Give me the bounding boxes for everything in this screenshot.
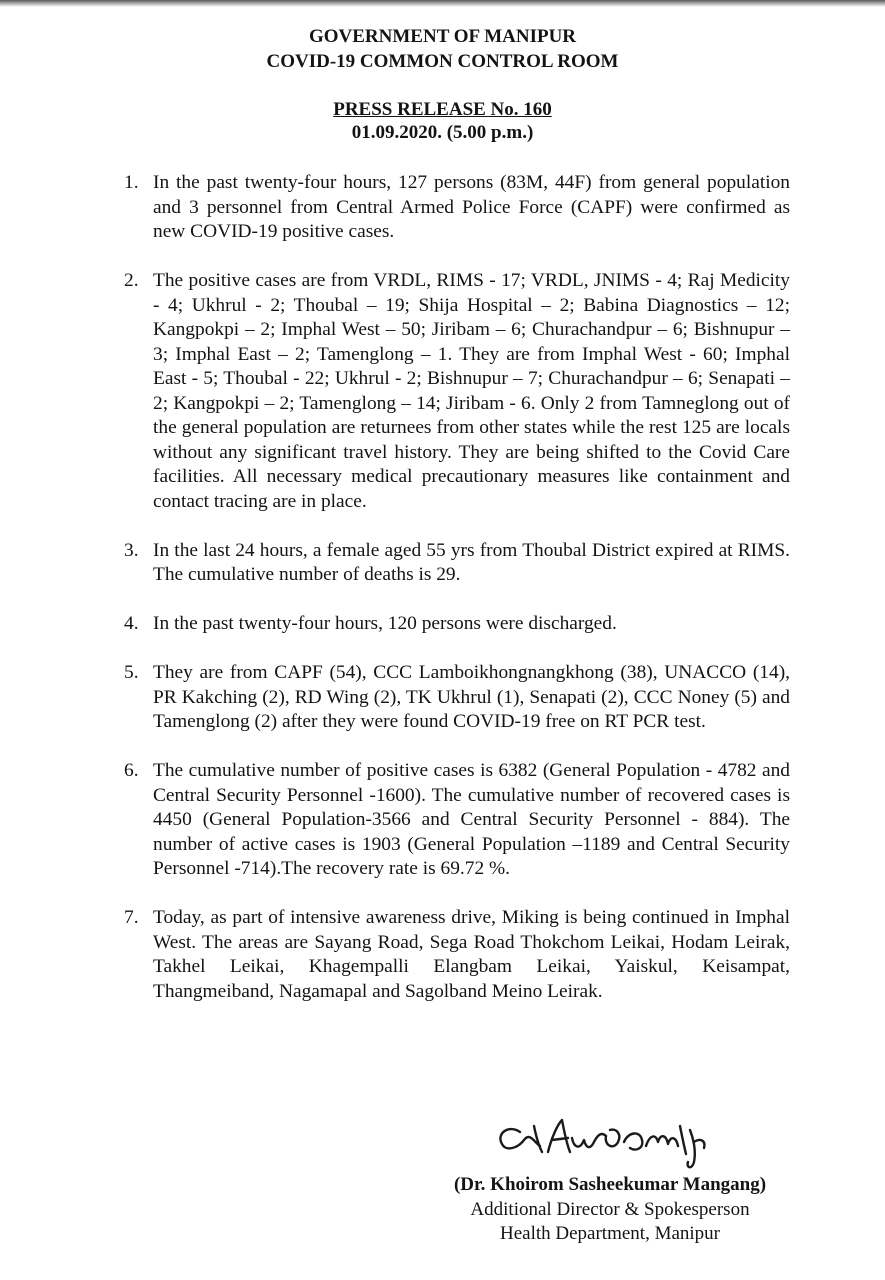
item-text: The positive cases are from VRDL, RIMS - 17; VRDL, JNIMS - 4; Raj Medicity - 4; Ukhrul - 2; Thoubal – 19; Shija Hospital – 2; Babina Diagnostics – 12; Kangpokpi – 2; Imphal West – 50; Jiribam – 6; Churachandpur – 6; Bishnupur – 3; Imphal East – 2; Tamenglong – 1. They are from Imphal West - 60; Imphal East - 5; Thoubal - 22; Ukhrul - 2; Bishnupur – 7; Churachandpur – 6; Senapati – 2; Kangpokpi – 2; Tamenglong – 14; Jiribam - 6. Only 2 from Tamneglong out of the general population are returnees from other states while the rest 125 are locals without any significant travel history. They are being shifted to the Covid Care facilities. All necessary medical precautionary measures like containment and contact tracing are in place. xyxy=(153,270,790,512)
release-item-6 xyxy=(124,759,790,882)
release-datetime: 01.09.2020. (5.00 p.m.) xyxy=(351,122,534,143)
control-room-title: COVID-19 COMMON CONTROL ROOM xyxy=(266,51,619,72)
release-items-list xyxy=(124,171,790,1029)
item-number: 4. xyxy=(124,613,139,634)
signatory-block xyxy=(400,1173,820,1247)
handwritten-signature xyxy=(490,1112,730,1174)
release-item-2 xyxy=(124,269,790,514)
item-text: They are from CAPF (54), CCC Lamboikhongnangkhong (38), UNACCO (14), PR Kakching (2), RD Wing (2), TK Ukhrul (1), Senapati (2), CCC Noney (5) and Tamenglong (2) after they were found COVID-19 free on RT PCR test. xyxy=(153,662,790,732)
item-number: 2. xyxy=(124,270,139,291)
release-item-7 xyxy=(124,906,790,1004)
signatory-designation: Additional Director & Spokesperson xyxy=(470,1198,750,1220)
signatory-name: (Dr. Khoirom Sasheekumar Mangang) xyxy=(453,1174,767,1195)
item-text: In the last 24 hours, a female aged 55 yrs from Thoubal District expired at RIMS. The cumulative number of deaths is 29. xyxy=(153,539,790,585)
item-number: 6. xyxy=(124,760,139,781)
government-title: GOVERNMENT OF MANIPUR xyxy=(308,26,577,47)
press-release-number: PRESS RELEASE No. 160 xyxy=(333,99,552,120)
item-text: In the past twenty-four hours, 127 persons (83M, 44F) from general population and 3 personnel from Central Armed Police Force (CAPF) were confirmed as new COVID-19 positive cases. xyxy=(153,172,790,242)
release-item-3 xyxy=(124,539,790,588)
item-number: 7. xyxy=(124,907,139,928)
item-number: 3. xyxy=(124,539,139,561)
signatory-department: Health Department, Manipur xyxy=(499,1223,720,1244)
item-number: 1. xyxy=(124,172,139,193)
release-item-4 xyxy=(124,612,790,637)
item-number: 5. xyxy=(124,662,139,683)
item-text: In the past twenty-four hours, 120 persons were discharged. xyxy=(153,613,617,634)
release-item-1 xyxy=(124,171,790,245)
item-text: Today, as part of intensive awareness drive, Miking is being continued in Imphal West. The areas are Sayang Road, Sega Road Thokchom Leikai, Hodam Leirak, Takhel Leikai, Khagempalli Elangbam Leikai, Yaiskul, Keisampat, Thangmeiband, Nagamapal and Sagolband Meino Leirak. xyxy=(153,907,790,1002)
release-heading xyxy=(0,98,885,144)
item-text: The cumulative number of positive cases is 6382 (General Population - 4782 and Central Security Personnel -1600). The cumulative number of recovered cases is 4450 (General Population-3566 and Central Security Personnel - 884). The number of active cases is 1903 (General Population –1189 and Central Security Personnel -714).The recovery rate is 69.72 %. xyxy=(153,760,790,879)
document-header xyxy=(0,24,885,74)
release-item-5 xyxy=(124,661,790,735)
